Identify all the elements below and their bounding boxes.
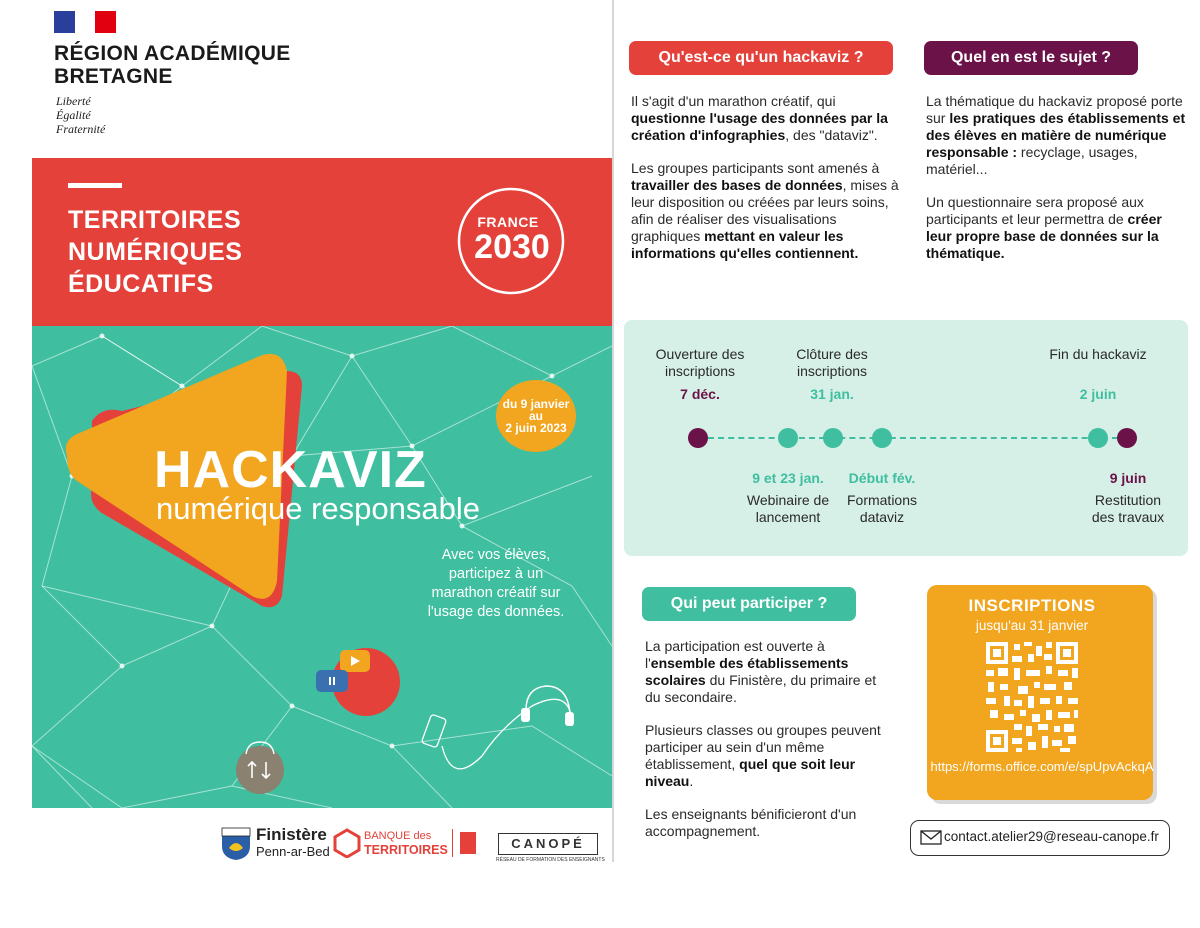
hackaviz-subtitle: numérique responsable [156,491,480,526]
signup-deadline: jusqu'au 31 janvier [975,618,1089,633]
france-2030-label: FRANCE [477,214,539,230]
timeline-label-ouverture: Ouverture des inscriptions [655,346,745,379]
timeline-label-formations: Formations dataviz [846,492,918,525]
timeline-dot-cloture [823,428,843,448]
timeline-dot-ouverture [688,428,708,448]
timeline-dot-formations [872,428,892,448]
page-divider [612,0,614,862]
logo-separator [452,829,453,857]
timeline-date-webinaire: 9 et 23 jan. [752,470,824,486]
cover-invitation: Avec vos élèves, participez à un marathon créatif sur l'usage des données. [427,547,565,620]
canope-tagline: RÉSEAU DE FORMATION DES ENSEIGNANTS [496,857,605,863]
france-2030-year: 2030 [474,228,550,266]
mail-icon [920,830,942,845]
finistere-name: Finistère [256,825,327,844]
timeline-dot-restitution [1117,428,1137,448]
timeline-label-fin: Fin du hackaviz [1049,346,1147,362]
timeline-date-ouverture: 7 déc. [680,386,720,402]
timeline-dot-webinaire [778,428,798,448]
who-text: La participation est ouverte à l'ensemble des établissements scolaires du Finistère, du primaire et du secondaire. Plusieurs classes ou groupes peuvent participer au sein d'un même établissement, quel que soit leur niveau. Les enseignants bénificieront d'un accompagnement. [645,638,881,839]
region-title: RÉGION ACADÉMIQUE BRETAGNE [54,42,291,88]
contact-email-link[interactable]: contact.atelier29@reseau-canope.fr [944,829,1159,844]
timeline-date-formations: Début fév. [848,470,916,486]
timeline-label-cloture: Clôture des inscriptions [796,346,868,379]
timeline-dashed-line [708,437,1118,439]
timeline-label-restitution: Restitution des travaux [1091,492,1165,525]
timeline-dot-fin [1088,428,1108,448]
bdt-line1: BANQUE des [364,830,432,842]
dates-badge: du 9 janvier au 2 juin 2023 [496,380,576,452]
finistere-subtitle: Penn-ar-Bed [256,844,330,859]
subject-heading: Quel en est le sujet ? [924,41,1138,75]
subject-text: La thématique du hackaviz proposé porte sur les pratiques des établissements et des élèves en matière de numérique responsable : recyclage, usages, matériel... Un questionnaire sera proposé aux participants et leur permettra de créer leur propre base de données sur la thématique. [926,93,1186,261]
qr-code-icon[interactable] [984,640,1080,754]
marianne-flag-logo [54,11,116,33]
caisse-depots-icon [460,832,476,854]
cover-accent-line [68,183,122,188]
signup-url-link[interactable]: https://forms.office.com/e/spUpvAckqA [930,759,1154,774]
what-text: Il s'agit d'un marathon créatif, qui questionne l'usage des données par la création d'infographies, des "dataviz". Les groupes participants sont amenés à travailler des bases de données, mises à leur disposition ou créées par leurs soins, afin de réaliser des visualisations graphiques mettant en valeur les informations qu'elles contiennent. [631,93,899,261]
timeline-date-fin: 2 juin [1079,386,1117,402]
what-heading: Qu'est-ce qu'un hackaviz ? [629,41,893,75]
signup-title: INSCRIPTIONS [968,596,1096,615]
canope-logo: CANOPÉ [498,833,598,855]
timeline-label-webinaire: Webinaire de lancement [746,492,830,525]
tne-title: TERRITOIRES NUMÉRIQUES ÉDUCATIFS [68,206,243,298]
who-heading: Qui peut participer ? [642,587,856,621]
bdt-line2: TERRITOIRES [364,843,448,857]
republic-motto: Liberté Égalité Fraternité [56,94,106,136]
timeline-date-cloture: 31 jan. [810,386,854,402]
finistere-crest-icon [220,826,252,860]
banque-territoires-hexagon-icon [333,828,361,858]
hackaviz-title: HACKAVIZ [154,441,427,499]
timeline-date-restitution: 9 juin [1109,470,1147,486]
